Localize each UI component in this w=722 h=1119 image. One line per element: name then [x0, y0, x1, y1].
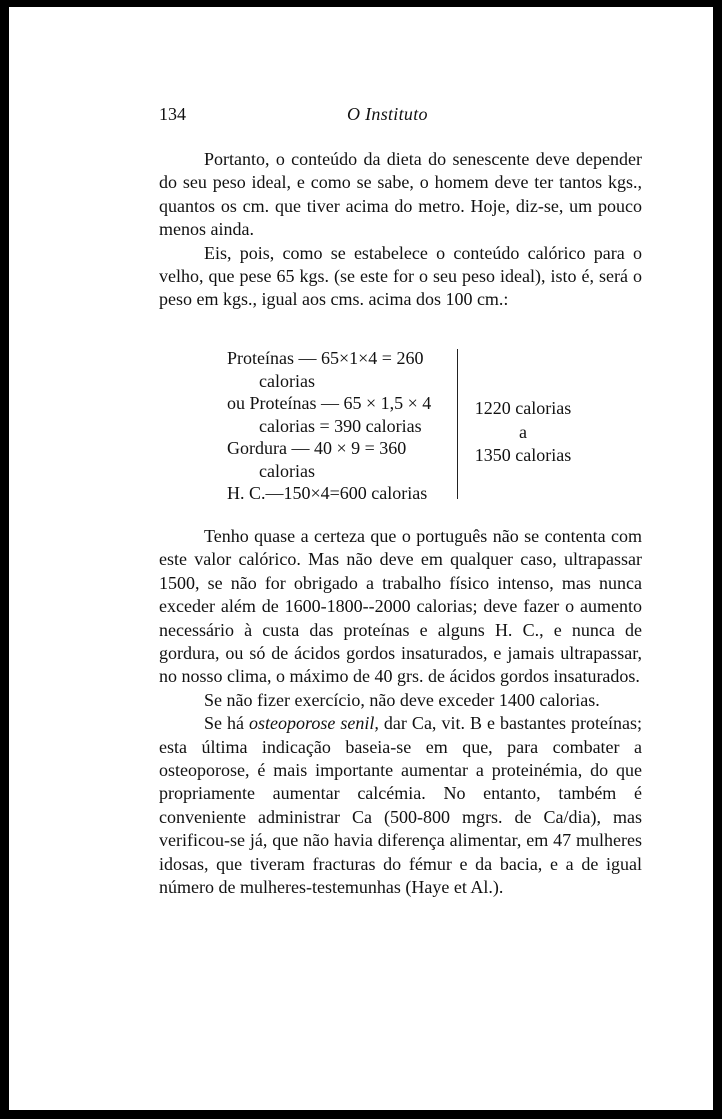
calc-entry-fat: Gordura — 40 × 9 = 360 calorias [227, 438, 407, 481]
osteoporosis-lead: Se há [204, 713, 250, 734]
result-high: 1350 calorias [474, 445, 572, 465]
paragraph-caloric-content: Eis, pois, como se estabelece o conteúdo calórico para o velho, que pese 65 kgs. (se este for o seu peso ideal), isto é, será o peso em kgs., igual aos cms. acima dos 100 cm.: [159, 242, 642, 310]
paragraph-osteoporosis [159, 712, 642, 899]
calc-entry-proteins: Proteínas — 65×1×4 = 260 calorias [227, 348, 424, 391]
calculation-bracket [457, 349, 466, 499]
calc-entry-proteins-alt: ou Proteínas — 65 × 1,5 × 4 calorias = 390 calorias [227, 393, 432, 436]
paragraph-exercise: Se não fizer exercício, não deve exceder 1400 calorias. [204, 689, 600, 710]
calculation-result [469, 397, 577, 468]
result-low: 1220 calorias [474, 398, 572, 418]
result-connector: a [519, 421, 527, 442]
closing-text [159, 525, 642, 900]
page-number: 134 [159, 104, 186, 124]
paragraph-portuguese-intake: Tenho quase a certeza que o português não se contenta com este valor calórico. Mas não deve em qualquer caso, ultrapassar 1500, se não for obrigado a trabalho físico intenso, mas nunca exceder além de 1600-1800--2000 calorias; deve fazer o aumento necessário à custa das proteínas e alguns H. C., e nunca de gordura, ou só de ácidos gordos insaturados, e jamais ultrapassar, no nosso clima, o máximo de 40 grs. de ácidos gordos insaturados. [159, 526, 642, 687]
caloric-calculation [227, 347, 619, 502]
osteoporosis-term: osteoporose senil, [249, 713, 379, 734]
running-title: O Instituto [347, 104, 428, 124]
osteoporosis-rest: dar Ca, vit. B e bastantes proteínas; esta última indicação baseia-se em que, para combater a osteoporose, é mais importante aumentar a proteinémia, do que propriamente aumentar calcémia. No entanto, também é conveniente administrar Ca (500-800 mgrs. de Ca/dia), mas verificou-se já, que não havia diferença alimentar, em 47 mulheres idosas, que tiveram fracturas do fémur e da bacia, e a de igual número de mulheres-testemunhas (Haye et Al.). [159, 713, 643, 898]
page-header [159, 104, 642, 132]
calculation-entries [227, 347, 451, 505]
intro-text [159, 148, 642, 312]
calc-entry-carbohydrates: H. C.—150×4=600 calorias [227, 483, 428, 503]
paragraph-weight: Portanto, o conteúdo da dieta do senescente deve depender do seu peso ideal, e como se sabe, o homem deve ter tantos kgs., quantos os cm. que tiver acima do metro. Hoje, diz-se, um pouco menos ainda. [159, 149, 642, 240]
